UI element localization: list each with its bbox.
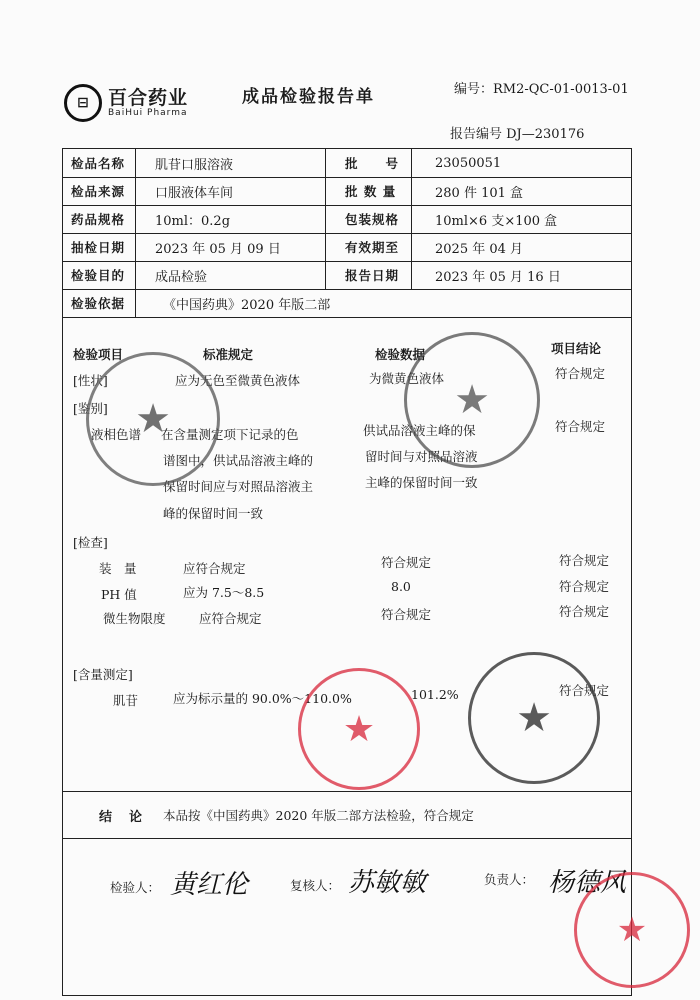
package-value: 10ml×6 支×100 盒 bbox=[435, 213, 558, 229]
section-inspection: [检查] bbox=[73, 535, 108, 550]
ph-item: PH 值 bbox=[101, 587, 137, 602]
sampling-date-label: 抽检日期 bbox=[71, 240, 126, 255]
fill-data: 符合规定 bbox=[381, 555, 432, 570]
traits-data: 为微黄色液体 bbox=[369, 371, 445, 386]
ph-standard: 应为 7.5～8.5 bbox=[183, 585, 265, 600]
star-icon: ★ bbox=[516, 695, 552, 741]
identification-standard-4: 峰的保留时间一致 bbox=[163, 506, 264, 521]
report-form bbox=[62, 148, 632, 996]
star-icon: ★ bbox=[342, 708, 376, 750]
source-label: 检品来源 bbox=[71, 184, 126, 199]
conclusion-row bbox=[63, 791, 631, 839]
batch-label: 批 号 bbox=[345, 156, 400, 171]
fill-standard: 应符合规定 bbox=[183, 561, 246, 576]
company-stamp-top bbox=[404, 332, 540, 468]
col-header-data: 检验数据 bbox=[375, 347, 426, 362]
reviewer-signature: 苏敏敏 bbox=[348, 868, 427, 898]
package-label: 包装规格 bbox=[345, 212, 400, 227]
quantity-value: 280 件 101 盒 bbox=[435, 185, 524, 201]
inspector-label: 检验人： bbox=[110, 880, 161, 895]
product-name-label: 检品名称 bbox=[71, 156, 126, 171]
identification-standard-2: 谱图中，供试品溶液主峰的 bbox=[163, 453, 314, 468]
logo-chinese: 百合药业 bbox=[108, 87, 189, 109]
star-icon: ★ bbox=[616, 910, 648, 950]
row-product bbox=[63, 149, 631, 178]
purpose-value: 成品检验 bbox=[155, 269, 208, 285]
product-name-value: 肌苷口服溶液 bbox=[155, 157, 234, 173]
micro-standard: 应符合规定 bbox=[199, 611, 262, 626]
quality-dept-stamp-left bbox=[86, 352, 220, 486]
spec-label: 药品规格 bbox=[71, 212, 126, 227]
assay-conclusion: 符合规定 bbox=[559, 683, 610, 698]
traits-standard: 应为无色至微黄色液体 bbox=[175, 373, 301, 388]
row-purpose bbox=[63, 261, 631, 290]
row-spec bbox=[63, 205, 631, 234]
identification-data-2: 留时间与对照品溶液 bbox=[365, 449, 478, 464]
ph-conclusion: 符合规定 bbox=[559, 579, 610, 594]
expiry-value: 2025 年 04 月 bbox=[435, 241, 524, 257]
identification-standard-3: 保留时间应与对照品溶液主 bbox=[163, 479, 314, 494]
row-basis bbox=[63, 289, 631, 318]
report-number: 报告编号 DJ—230176 bbox=[450, 127, 585, 142]
identification-data-1: 供试品溶液主峰的保 bbox=[363, 423, 476, 438]
red-stamp-bottom bbox=[574, 872, 690, 988]
section-assay: [含量测定] bbox=[73, 667, 133, 682]
report-date-label: 报告日期 bbox=[345, 268, 400, 283]
basis-label: 检验依据 bbox=[71, 296, 126, 311]
basis-value: 《中国药典》2020 年版二部 bbox=[163, 297, 331, 313]
sampling-date-value: 2023 年 05 月 09 日 bbox=[155, 241, 281, 257]
spec-value: 10ml：0.2g bbox=[155, 213, 231, 229]
section-identification: [鉴别] bbox=[73, 401, 108, 416]
traits-conclusion: 符合规定 bbox=[555, 366, 606, 381]
assay-item: 肌苷 bbox=[113, 693, 139, 708]
col-header-conclusion: 项目结论 bbox=[551, 341, 602, 356]
expiry-label: 有效期至 bbox=[345, 240, 400, 255]
logo-english: BaiHui Pharma bbox=[108, 108, 188, 118]
micro-item: 微生物限度 bbox=[103, 611, 166, 626]
identification-item: 液相色谱 bbox=[91, 427, 142, 442]
assay-data: 101.2% bbox=[411, 687, 459, 702]
report-title: 成品检验报告单 bbox=[242, 87, 375, 107]
col-header-item: 检验项目 bbox=[73, 347, 124, 362]
inspection-stamp bbox=[468, 652, 600, 784]
assay-standard: 应为标示量的 90.0%～110.0% bbox=[173, 691, 352, 706]
fill-item: 装 量 bbox=[99, 561, 137, 576]
col-header-standard: 标准规定 bbox=[203, 347, 254, 362]
red-stamp-middle bbox=[298, 668, 420, 790]
identification-standard-1: 在含量测定项下记录的色 bbox=[161, 427, 299, 442]
responsible-label: 负责人： bbox=[484, 872, 535, 887]
micro-data: 符合规定 bbox=[381, 607, 432, 622]
conclusion-text: 本品按《中国药典》2020 年版二部方法检验，符合规定 bbox=[163, 808, 474, 823]
section-traits: [性状] bbox=[73, 373, 108, 388]
company-logo bbox=[64, 84, 188, 122]
identification-conclusion: 符合规定 bbox=[555, 419, 606, 434]
row-sampling bbox=[63, 233, 631, 262]
star-icon: ★ bbox=[454, 377, 490, 423]
purpose-label: 检验目的 bbox=[71, 268, 126, 283]
reviewer-label: 复核人： bbox=[290, 878, 341, 893]
document-number: 编号：RM2-QC-01-0013-01 bbox=[454, 82, 629, 97]
conclusion-label: 结 论 bbox=[99, 809, 145, 825]
quantity-label: 批 数 量 bbox=[345, 184, 397, 199]
inspector-signature: 黄红伦 bbox=[170, 870, 249, 900]
row-source bbox=[63, 177, 631, 206]
source-value: 口服液体车间 bbox=[155, 185, 234, 201]
logo-mark-icon: ⊟ bbox=[64, 84, 102, 122]
star-icon: ★ bbox=[135, 396, 171, 442]
responsible-signature: 杨德风 bbox=[548, 868, 627, 898]
micro-conclusion: 符合规定 bbox=[559, 604, 610, 619]
ph-data: 8.0 bbox=[391, 579, 411, 594]
identification-data-3: 主峰的保留时间一致 bbox=[365, 475, 478, 490]
fill-conclusion: 符合规定 bbox=[559, 553, 610, 568]
batch-value: 23050051 bbox=[435, 155, 502, 171]
report-date-value: 2023 年 05 月 16 日 bbox=[435, 269, 561, 285]
